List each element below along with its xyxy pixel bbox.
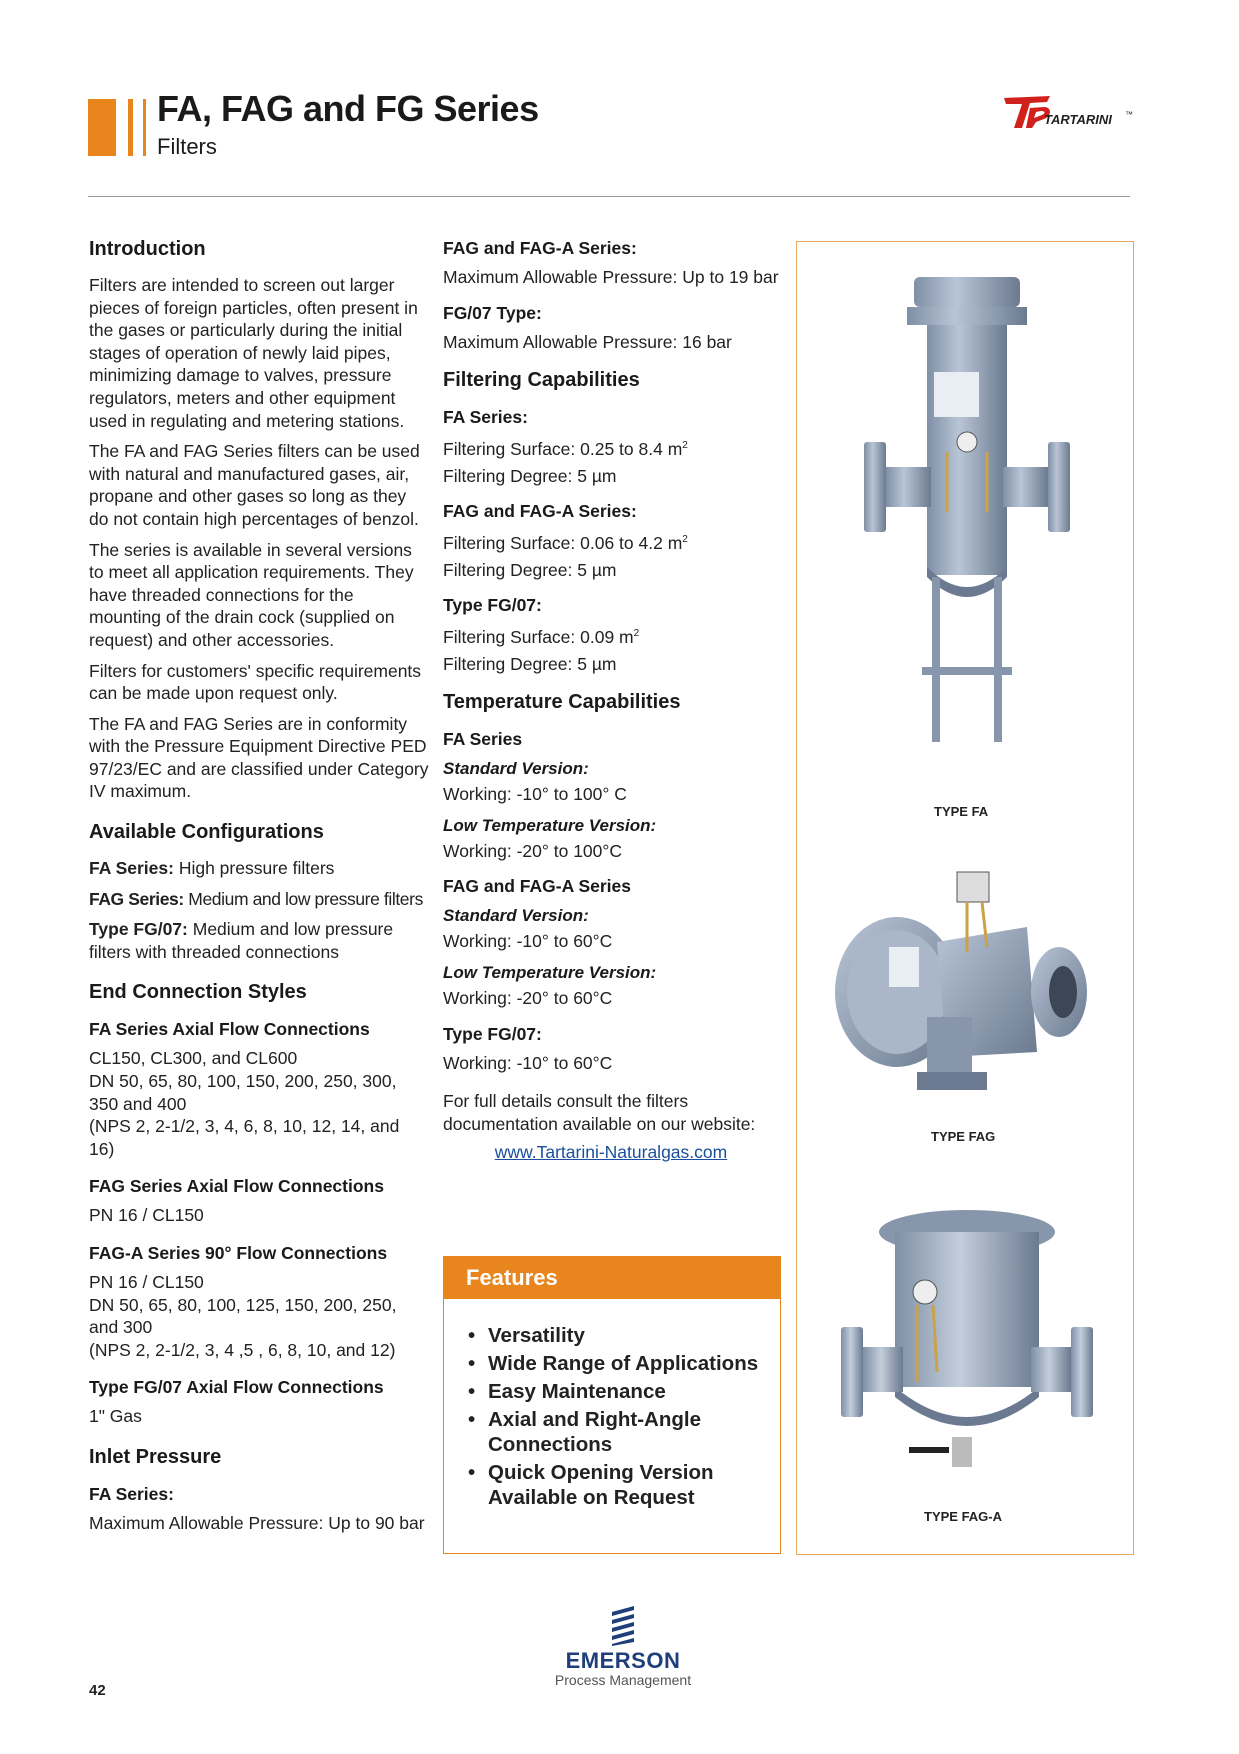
feature-item: • Quick Opening Version Available on Request [468, 1461, 714, 1509]
inlet-fg-text: Maximum Allowable Pressure: 16 bar [443, 331, 732, 352]
tartarini-logo [1000, 92, 1140, 134]
features-heading: Features [444, 1257, 780, 1299]
temp-fa-low-label: Low Temperature Version: [443, 815, 657, 835]
emerson-brand-subtext: Process Management [554, 1672, 692, 1688]
tartarini-logo-tm: ™ [1125, 110, 1133, 119]
filt-fg-heading: Type FG/07: [443, 595, 542, 616]
type-fag-a-filter-image [837, 1197, 1097, 1487]
end-faga-line: PN 16 / CL150 [89, 1272, 204, 1292]
end-fa-line: DN 50, 65, 80, 100, 150, 200, 250, 300, 350 and 400 [89, 1071, 397, 1114]
temp-fg-value: Working: -10° to 60°C [443, 1052, 613, 1073]
temp-fa-heading: FA Series [443, 729, 523, 750]
website-link[interactable]: www.Tartarini-Naturalgas.com [494, 1142, 728, 1163]
end-fa-heading: FA Series Axial Flow Connections [89, 1019, 370, 1040]
intro-paragraph: The series is available in several versions to meet all application requirements. They have threaded connections for the mounting of the drain cock (supplied on request) and other accessories. [89, 539, 414, 650]
config-fa [89, 857, 429, 880]
temp-fag-standard-label: Standard Version: [443, 906, 589, 926]
filtering-heading: Filtering Capabilities [443, 369, 640, 392]
end-fg-heading: Type FG/07 Axial Flow Connections [89, 1377, 384, 1398]
filt-fag-degree: Filtering Degree: 5 µm [443, 559, 617, 580]
temp-fa-standard-label: Standard Version: [443, 759, 589, 779]
type-fa-filter-image [852, 267, 1082, 757]
header-divider [88, 196, 1130, 197]
feature-item: • Axial and Right-Angle Connections [468, 1408, 701, 1456]
left-column [89, 236, 429, 1535]
emerson-mark-icon [608, 1604, 638, 1646]
config-fa-label: FA Series: [89, 858, 174, 879]
filt-fa-heading: FA Series: [443, 407, 528, 428]
caption-type-fag: TYPE FAG [931, 1129, 996, 1144]
emerson-brand-text: EMERSON [565, 1648, 681, 1673]
caption-type-fag-a: TYPE FAG-A [924, 1509, 1003, 1524]
page-number: 42 [89, 1682, 106, 1699]
caption-type-fa: TYPE FA [934, 804, 989, 819]
end-faga-heading: FAG-A Series 90° Flow Connections [89, 1243, 388, 1263]
header-accent-bar-thin [143, 99, 146, 156]
temp-fa-standard-value: Working: -10° to 100° C [443, 784, 627, 805]
config-fag-label: FAG Series: [89, 888, 184, 909]
intro-heading: Introduction [89, 238, 206, 260]
config-fg [89, 918, 429, 963]
middle-column [443, 236, 783, 1164]
temperature-heading: Temperature Capabilities [443, 691, 681, 714]
end-fg-line: 1" Gas [89, 1406, 142, 1427]
inlet-fg-heading: FG/07 Type: [443, 302, 542, 323]
inlet-fa-text: Maximum Allowable Pressure: Up to 90 bar [89, 1512, 425, 1533]
details-text: For full details consult the filters documentation available on our website: [443, 1091, 756, 1134]
intro-paragraph: The FA and FAG Series are in conformity with the Pressure Equipment Directive PED 97/23/EC and are classified under Category IV maximum. [89, 713, 429, 802]
temp-fag-standard-value: Working: -10° to 60°C [443, 931, 613, 952]
emerson-logo [533, 1604, 713, 1688]
inlet-heading: Inlet Pressure [89, 1445, 222, 1468]
page-subtitle: Filters [157, 134, 217, 159]
config-fg-label: Type FG/07: [89, 919, 188, 940]
features-list [444, 1323, 780, 1510]
config-fg-text: Medium and low pressure filters with threaded connections [89, 919, 394, 962]
config-fag-text: Medium and low pressure filters [183, 888, 423, 909]
end-fa-line: CL150, CL300, and CL600 [89, 1048, 298, 1069]
temp-fag-heading: FAG and FAG-A Series [443, 876, 632, 897]
intro-paragraph: Filters are intended to screen out larger pieces of foreign particles, often present in the gases or particularly during the initial stages of operation of newly laid pipes, minimizing damage to valves, pressure regulators, meters and other equipment used in regulating and metering stations. [89, 275, 418, 431]
temp-fa-low-value: Working: -20° to 100°C [443, 840, 623, 861]
feature-item: • Wide Range of Applications [468, 1352, 759, 1375]
feature-item: • Versatility [468, 1324, 585, 1347]
end-fag-heading: FAG Series Axial Flow Connections [89, 1176, 384, 1197]
filt-fa-degree: Filtering Degree: 5 µm [443, 465, 617, 486]
temp-fg-heading: Type FG/07: [443, 1023, 542, 1044]
temp-fag-low-label: Low Temperature Version: [443, 963, 657, 983]
intro-paragraph: Filters for customers' specific requirements can be made upon request only. [89, 660, 422, 704]
config-heading: Available Configurations [89, 821, 324, 844]
type-fag-filter-image [827, 867, 1107, 1117]
config-fa-text: High pressure filters [173, 858, 335, 879]
features-box [443, 1256, 781, 1554]
tartarini-logo-text: TARTARINI [1044, 112, 1112, 127]
filt-fag-heading: FAG and FAG-A Series: [443, 501, 637, 522]
filt-fg-surface: Filtering Surface: 0.09 $m^2$ [443, 627, 640, 648]
intro-paragraph: The FA and FAG Series filters can be used with natural and manufactured gases, air, propane and other gases so long as they do not contain high percentages of benzol. [89, 441, 420, 529]
feature-item: • Easy Maintenance [468, 1380, 666, 1403]
inlet-fag-text: Maximum Allowable Pressure: Up to 19 bar [443, 267, 779, 287]
temp-fag-low-value: Working: -20° to 60°C [443, 988, 613, 1009]
end-faga-line: DN 50, 65, 80, 100, 125, 150, 200, 250, and 300 [89, 1294, 397, 1338]
page-title: FA, FAG and FG Series [157, 88, 539, 129]
end-faga-line: (NPS 2, 2-1/2, 3, 4 ,5 , 6, 8, 10, and 12) [89, 1339, 396, 1360]
end-connections-heading: End Connection Styles [89, 981, 307, 1004]
filt-fag-surface: Filtering Surface: 0.06 to 4.2 $m^2$ [443, 533, 688, 554]
end-fa-line: (NPS 2, 2-1/2, 3, 4, 6, 8, 10, 12, 14, and 16) [89, 1116, 400, 1159]
header-accent-bar-wide [88, 99, 116, 156]
header-accent-bar-mid [128, 99, 133, 156]
product-images-panel [796, 241, 1134, 1555]
filt-fg-degree: Filtering Degree: 5 µm [443, 653, 617, 674]
end-fag-line: PN 16 / CL150 [89, 1205, 204, 1226]
config-fag [89, 888, 429, 911]
inlet-fag-heading: FAG and FAG-A Series: [443, 238, 637, 258]
filt-fa-surface: Filtering Surface: 0.25 to 8.4 $m^2$ [443, 439, 688, 460]
inlet-fa-heading: FA Series: [89, 1483, 174, 1504]
